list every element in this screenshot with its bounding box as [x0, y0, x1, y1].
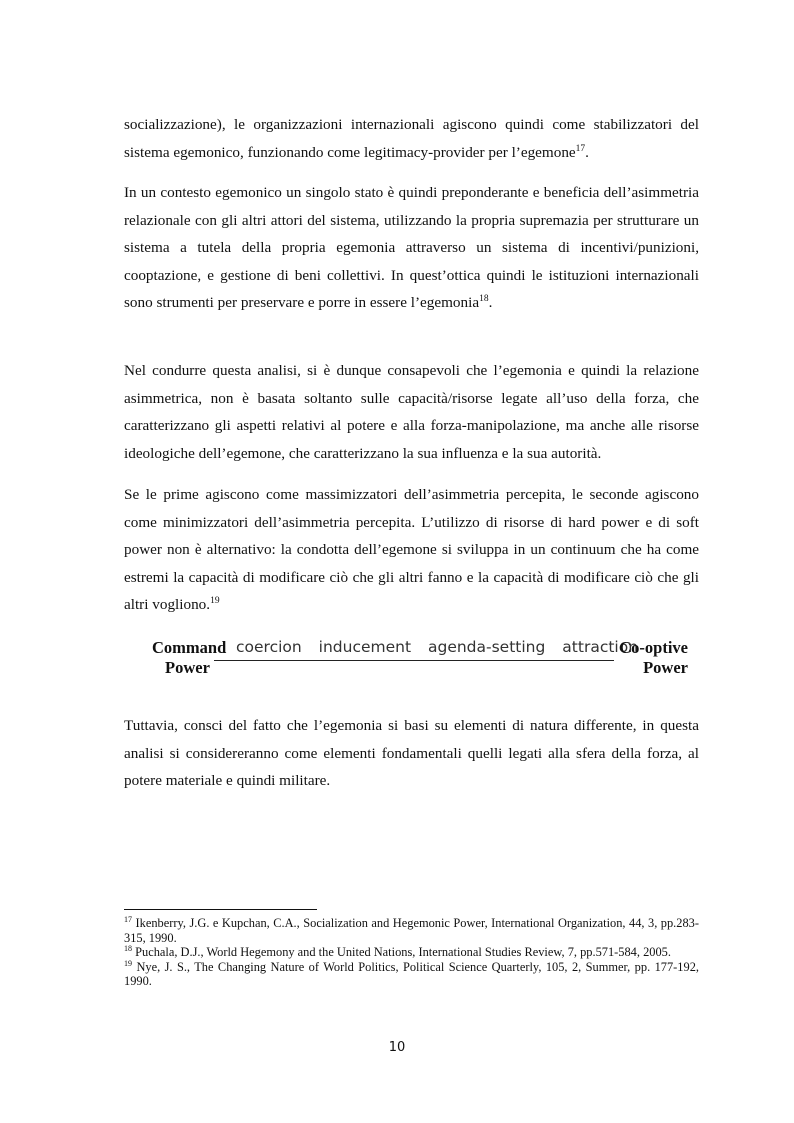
- footnote-ref-18: 18: [479, 293, 489, 304]
- spectrum-term-coercion: coercion: [236, 638, 302, 656]
- footnote-19: [124, 960, 699, 989]
- footnote-18: [124, 945, 699, 960]
- footnote-text: Puchala, D.J., World Hegemony and the United Nations, International Studies Review, 7, pp.571-584, 2005.: [135, 945, 671, 960]
- footnote-number: 17: [124, 914, 132, 924]
- spectrum-terms: [236, 638, 650, 656]
- footnote-ref-17: 17: [575, 143, 586, 154]
- co-optive-power-line1: Co-optive: [619, 638, 688, 657]
- footnote-ref-19: 19: [210, 595, 220, 606]
- co-optive-power-line2: Power: [643, 658, 688, 677]
- paragraph-2-text: In un contesto egemonico un singolo stato è quindi preponderante e beneficia dell’asimmetria relazionale con gli altri attori del sistema, utilizzando la propria supremazia per strutturare un sistema a tutela della propria egemonia attraverso un sistema di incentivi/punizioni, cooptazione, e gestione di beni collettivi. In quest’ottica quindi le istituzioni internazionali sono strumenti per preservare e porre in essere l’egemonia: [124, 184, 699, 311]
- paragraph-5: Tuttavia, consci del fatto che l’egemonia si basi su elementi di natura differente, in questa analisi si considereranno come elementi fondamentali quelli legati alla sfera della forza, al potere materiale e quindi militare.: [124, 717, 699, 789]
- co-optive-power-label: [619, 638, 688, 678]
- command-power-line2: Power: [165, 658, 210, 677]
- power-spectrum-figure: [152, 636, 688, 682]
- paragraph-4: [124, 481, 699, 619]
- command-power-label: [152, 638, 226, 678]
- footnote-number: 18: [124, 944, 132, 954]
- paragraph-1-tail: .: [585, 143, 589, 161]
- spectrum-term-inducement: inducement: [318, 638, 412, 656]
- spectrum-term-agenda-setting: agenda-setting: [427, 638, 546, 656]
- spectrum-term-attraction: attraction: [562, 638, 639, 656]
- command-power-line1: Command: [152, 638, 227, 657]
- paragraph-3: Nel condurre questa analisi, si è dunque consapevoli che l’egemonia e quindi la relazione asimmetrica, non è basata soltanto sulle capacità/risorse legate all’uso della forza, che caratterizzano gli aspetti relativi al potere e alla forza-manipolazione, ma anche alle risorse ideologiche dell’egemone, che caratterizzano la sua influenza e la sua autorità.: [124, 362, 699, 462]
- page-number: 10: [388, 1040, 406, 1055]
- paragraph-1: [124, 111, 699, 166]
- paragraph-2-tail: .: [488, 294, 493, 311]
- paragraph-4-text: Se le prime agiscono come massimizzatori dell’asimmetria percepita, le seconde agiscono come minimizzatori dell’asimmetria percepita. L’utilizzo di risorse di hard power e di soft power non è alternativo: la condotta dell’egemone si sviluppa in un continuum che ha come estremi la capacità di modificare ciò che gli altri fanno e la capacità di modificare ciò che gli altri vogliono.: [124, 486, 699, 613]
- footnote-text: Nye, J. S., The Changing Nature of World Politics, Political Science Quarterly, 105, 2, Summer, pp. 177-192, 1990.: [124, 959, 699, 989]
- footnote-text: Ikenberry, J.G. e Kupchan, C.A., Socialization and Hegemonic Power, International Organization, 44, 3, pp.283-315, 1990.: [124, 916, 699, 945]
- paragraph-2: [124, 179, 699, 317]
- footnote-number: 19: [124, 958, 132, 968]
- spectrum-axis-line: [214, 660, 614, 661]
- footnote-17: [124, 916, 699, 945]
- footnotes: [124, 916, 699, 989]
- paragraph-1-text: socializzazione), le organizzazioni internazionali agiscono quindi come stabilizzatori del sistema egemonico, funzionando come legitimacy-provider per l’egemone: [124, 116, 699, 161]
- footnote-separator: [124, 909, 317, 910]
